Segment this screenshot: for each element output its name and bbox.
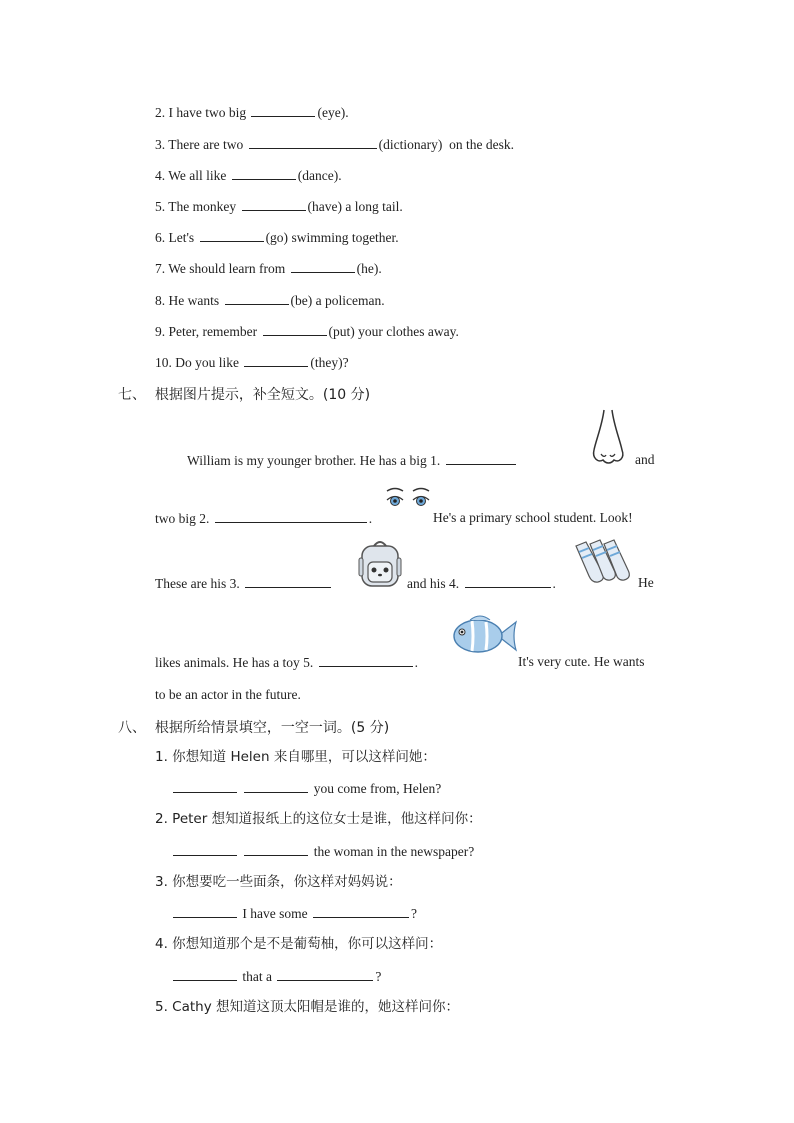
section-title: 根据所给情景填空，一空一词。(5 分): [154, 720, 390, 736]
passage-line-4: likes animals. He has a toy 5. .: [155, 655, 418, 670]
answer-line-2: [171, 842, 474, 861]
answer-blank[interactable]: [232, 166, 296, 180]
item-number: 9.: [155, 324, 166, 339]
item-number: 2.: [155, 105, 166, 120]
item-text-after: your clothes away.: [358, 324, 459, 339]
answer-blank-2[interactable]: [215, 509, 367, 523]
exercise-item: [155, 135, 514, 154]
item-hint: (eye): [317, 105, 346, 120]
question-4: 4. 你想知道那个是不是葡萄柚，你可以这样问：: [155, 936, 443, 952]
passage-text: two big 2.: [155, 511, 210, 526]
answer-blank-1[interactable]: [446, 451, 516, 465]
item-text-after: on the desk.: [449, 137, 514, 152]
answer-text: that a: [242, 969, 272, 984]
item-hint: (have): [307, 199, 342, 214]
answer-blank[interactable]: [251, 103, 315, 117]
backpack-icon: [355, 538, 405, 590]
answer-blank[interactable]: [277, 967, 373, 981]
section-title: 根据图片提示，补全短文。(10 分): [154, 387, 371, 403]
answer-blank[interactable]: [313, 904, 409, 918]
section-8-heading: [118, 717, 389, 737]
item-hint: (go): [265, 230, 289, 245]
exercise-item: [155, 166, 342, 185]
answer-blank[interactable]: [249, 135, 377, 149]
item-text-after: .: [345, 105, 349, 120]
passage-text-4b: It's very cute. He wants: [518, 654, 645, 669]
item-number: 5.: [155, 199, 166, 214]
answer-line-1: [171, 779, 441, 798]
section-number: 八、: [118, 720, 146, 736]
item-text: He wants: [168, 293, 220, 308]
fish-icon: [450, 614, 520, 658]
passage-line-1: [187, 451, 518, 470]
answer-punct: ?: [375, 969, 382, 984]
item-text: Let's: [168, 230, 195, 245]
answer-blank-4[interactable]: [465, 574, 551, 588]
item-text: Peter, remember: [168, 324, 258, 339]
question-5: 5. Cathy 想知道这顶太阳帽是谁的，她这样问你：: [155, 999, 459, 1015]
item-text: I have two big: [168, 105, 247, 120]
item-hint: (they)?: [310, 355, 349, 370]
item-text: The monkey: [168, 199, 237, 214]
answer-blank[interactable]: [244, 779, 308, 793]
passage-text: likes animals. He has a toy 5.: [155, 655, 314, 670]
answer-blank-5[interactable]: [319, 653, 413, 667]
passage-text-and: and: [635, 452, 655, 467]
answer-blank[interactable]: [173, 967, 237, 981]
answer-punct: ?: [410, 906, 417, 921]
answer-blank[interactable]: [173, 842, 237, 856]
item-number: 3.: [155, 137, 166, 152]
passage-text: and his 4.: [407, 576, 460, 591]
item-text: Do you like: [175, 355, 239, 370]
item-number: 10.: [155, 355, 172, 370]
item-text-after: .: [338, 168, 342, 183]
answer-blank[interactable]: [200, 228, 264, 242]
passage-line-3: [155, 574, 333, 593]
answer-blank[interactable]: [244, 353, 308, 367]
answer-blank[interactable]: [263, 322, 327, 336]
answer-blank[interactable]: [173, 779, 237, 793]
section-7-heading: [118, 384, 370, 404]
item-text: We all like: [168, 168, 227, 183]
item-text-after: a policeman.: [315, 293, 385, 308]
question-2: 2. Peter 想知道报纸上的这位女士是谁，他这样问你：: [155, 811, 482, 827]
socks-icon: [572, 538, 636, 586]
answer-blank[interactable]: [242, 197, 306, 211]
eyes-icon: [384, 486, 434, 512]
question-1: 1. 你想知道 Helen 来自哪里，可以这样问她：: [155, 749, 436, 765]
passage-text-he: He: [638, 575, 654, 590]
exercise-item: [155, 322, 459, 341]
item-text-after: swimming together.: [291, 230, 399, 245]
passage-line-2: two big 2. .: [155, 511, 373, 526]
passage-line-5: to be an actor in the future.: [155, 687, 301, 702]
passage-text: These are his 3.: [155, 576, 240, 591]
passage-text-2b: He's a primary school student. Look!: [433, 510, 633, 525]
item-text-after: .: [378, 261, 382, 276]
item-number: 7.: [155, 261, 166, 276]
answer-blank-3[interactable]: [245, 574, 331, 588]
answer-text: you come from, Helen?: [313, 781, 442, 796]
item-hint: (dance): [297, 168, 339, 183]
item-hint: (be): [290, 293, 313, 308]
answer-line-3: [171, 904, 417, 923]
answer-text: I have some: [242, 906, 308, 921]
exercise-item: [155, 103, 349, 122]
item-text: There are two: [168, 137, 244, 152]
section-number: 七、: [118, 387, 146, 403]
answer-blank[interactable]: [244, 842, 308, 856]
question-3: 3. 你想要吃一些面条，你这样对妈妈说：: [155, 874, 402, 890]
item-text-after: a long tail.: [345, 199, 403, 214]
item-number: 6.: [155, 230, 166, 245]
exercise-item: [155, 353, 349, 372]
item-number: 8.: [155, 293, 166, 308]
exercise-item: [155, 259, 382, 278]
answer-line-4: [171, 967, 381, 986]
answer-blank[interactable]: [291, 259, 355, 273]
exercise-item: [155, 197, 403, 216]
item-text: We should learn from: [168, 261, 286, 276]
answer-blank[interactable]: [173, 904, 237, 918]
answer-text: the woman in the newspaper?: [313, 844, 475, 859]
passage-text: William is my younger brother. He has a big 1.: [187, 453, 441, 468]
item-hint: (put): [328, 324, 355, 339]
exercise-item: [155, 228, 399, 247]
passage-line-3b: and his 4. .: [407, 576, 556, 591]
nose-icon: [590, 408, 626, 466]
item-number: 4.: [155, 168, 166, 183]
exercise-item: [155, 291, 385, 310]
item-hint: (dictionary): [378, 137, 443, 152]
item-hint: (he): [356, 261, 379, 276]
answer-blank[interactable]: [225, 291, 289, 305]
